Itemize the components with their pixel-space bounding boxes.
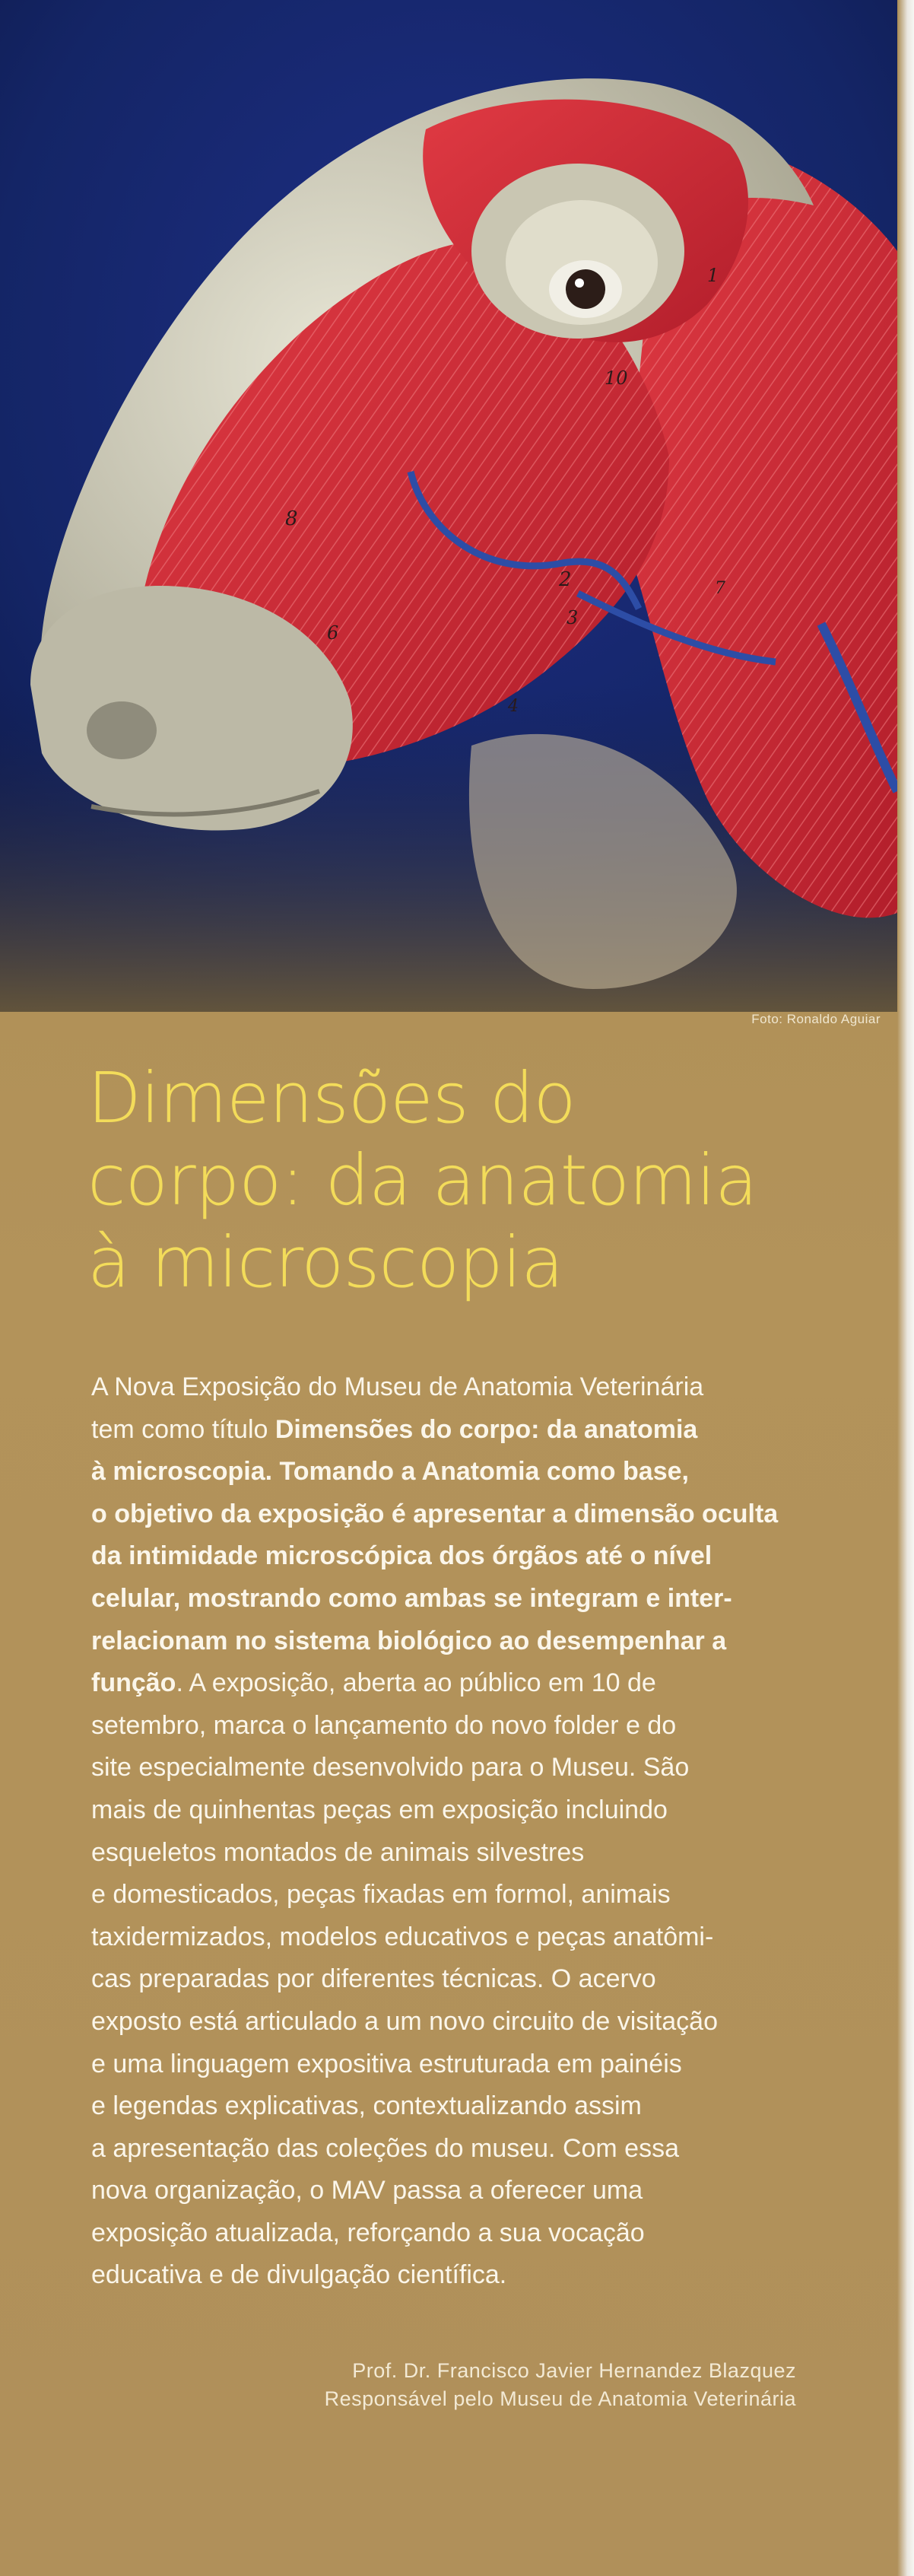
body-bold-text: celular, mostrando como ambas se integram e inter- (91, 1583, 732, 1613)
body-line (91, 1705, 836, 1748)
body-bold-text: da intimidade microscópica dos órgãos até o nível (91, 1541, 712, 1571)
body-line (91, 1874, 836, 1916)
body-text: mais de quinhentas peças em exposição incluindo (91, 1795, 668, 1824)
body-text: educativa e de divulgação científica. (91, 2260, 507, 2290)
body-line (91, 1366, 836, 1409)
title-line: Dimensões do (87, 1057, 576, 1139)
page-edge (897, 0, 914, 2576)
body-line (91, 1451, 836, 1493)
body-text: e domesticados, peças fixadas em formol, animais (91, 1880, 671, 1910)
body-line (91, 1535, 836, 1578)
body-bold-text: o objetivo da exposição é apresentar a dimensão oculta (91, 1499, 779, 1528)
body-line (91, 1662, 836, 1705)
body-bold-text: à microscopia. Tomando a Anatomia como base, (91, 1457, 689, 1487)
signature (325, 2357, 796, 2413)
body-text: esqueletos montados de animais silvestres (91, 1837, 585, 1867)
marker-3: 3 (566, 607, 579, 628)
body-line (91, 2085, 836, 2128)
body-line (91, 2001, 836, 2043)
body-line (91, 2212, 836, 2255)
signature-role: Responsável pelo Museu de Anatomia Veterinária (324, 2387, 796, 2410)
marker-7: 7 (715, 579, 725, 598)
body-text: . A exposição, aberta ao público em 10 de (176, 1668, 656, 1698)
body-line (91, 2128, 836, 2171)
body-text: a apresentação das coleções do museu. Com essa (91, 2133, 680, 2163)
article-title (87, 1057, 848, 1304)
body-line (91, 1578, 836, 1620)
body-line (91, 2170, 836, 2212)
body-line (91, 1620, 836, 1663)
photo-credit: Foto: Ronaldo Aguiar (751, 1012, 881, 1026)
body-line (91, 1916, 836, 1959)
body-bold-text: Dimensões do corpo: da anatomia (275, 1414, 698, 1444)
body-line (91, 1958, 836, 2001)
marker-6: 6 (327, 622, 339, 644)
signature-name: Prof. Dr. Francisco Javier Hernandez Blazquez (352, 2359, 796, 2382)
body-bold-text: relacionam no sistema biológico ao desempenhar a (91, 1626, 727, 1655)
body-text: A Nova Exposição do Museu de Anatomia Veterinária (91, 1372, 704, 1401)
body-text: tem como título (91, 1414, 275, 1444)
body-bold-text: função (91, 1668, 176, 1698)
horse-anatomy-photo (0, 0, 897, 1012)
body-line (91, 1747, 836, 1789)
body-text: site especialmente desenvolvido para o Museu. São (91, 1753, 690, 1783)
body-text: taxidermizados, modelos educativos e peças anatômi- (91, 1922, 714, 1951)
body-text: cas preparadas por diferentes técnicas. O acervo (91, 1964, 656, 1994)
body-text: nova organização, o MAV passa a oferecer uma (91, 2176, 643, 2206)
body-text: e legendas explicativas, contextualizando assim (91, 2091, 642, 2121)
marker-4: 4 (508, 697, 519, 716)
title-line: corpo: da anatomia (87, 1140, 757, 1221)
body-line (91, 2254, 836, 2297)
body-line (91, 1789, 836, 1832)
article-body (91, 1366, 836, 2297)
marker-1: 1 (707, 265, 719, 286)
body-text: setembro, marca o lançamento do novo folder e do (91, 1710, 677, 1740)
body-line (91, 1409, 836, 1452)
title-line: à microscopia (87, 1222, 563, 1303)
body-text: exposição atualizada, reforçando a sua vocação (91, 2218, 645, 2247)
body-line (91, 2043, 836, 2086)
horse-anatomy-model-icon (0, 0, 897, 1012)
body-text: exposto está articulado a um novo circuito de visitação (91, 2006, 719, 2036)
marker-10: 10 (605, 367, 628, 389)
marker-8: 8 (285, 507, 298, 530)
body-line (91, 1493, 836, 1536)
marker-2: 2 (559, 568, 572, 591)
body-text: e uma linguagem expositiva estruturada em painéis (91, 2049, 682, 2078)
body-line (91, 1832, 836, 1875)
